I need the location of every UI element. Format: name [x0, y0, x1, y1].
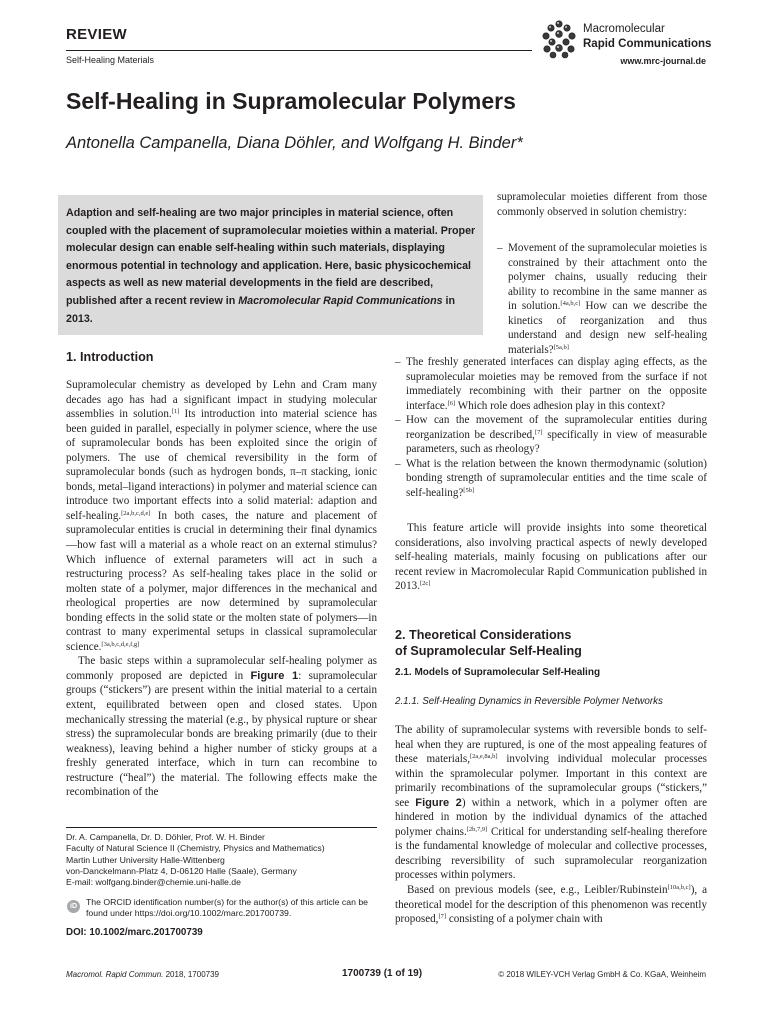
question-3-text-b: specifically in view of measurable parameters, such as rheology?: [406, 428, 707, 456]
affiliation-divider: [66, 827, 377, 828]
affiliation-university: Martin Luther University Halle-Wittenberg: [66, 854, 225, 865]
figure-1-link[interactable]: Figure 1: [250, 669, 299, 682]
intro-p2-text-a: The basic steps within a supramolecular self-healing polymer as commonly proposed are depicted in: [66, 655, 377, 682]
ability-text-b: involving individual molecular processes within the spramolecular polymer. Important in this context are primarily recombinations of the supramolecular groups (“stickers,” see: [395, 753, 707, 809]
question-3-text-a: How can the movement of the supramolecular entities during reorganization be described,: [406, 414, 707, 441]
citation-ref[interactable]: [10a,b,c]: [667, 884, 691, 892]
author-affiliation: [66, 832, 377, 888]
affiliation-email[interactable]: E-mail: wolfgang.binder@chemie.uni-halle.de: [66, 877, 241, 888]
citation-ref[interactable]: [2a,e,8a,b]: [469, 753, 498, 761]
citation-ref[interactable]: [1]: [171, 408, 180, 416]
abstract-text-part1: Adaption and self-healing are two major principles in material science, often coupled with the placement of supramolecular moieties within a material. Proper molecular design can enable self-healing within such materials, displaying enormous potential in technology and application. Here, basic physicochemical aspects as well as new material developments in the field are described, published after a recent review in: [66, 207, 476, 307]
intro-paragraph-1: [66, 378, 377, 654]
intro-p2-text-b: : supramolecular groups (“stickers”) are present within the initial material to a certain extent, equilibrated between open and closed states. Upon mechanically stressing the material (e.g., by physical rupture or shear stress) the supramolecular bonds are breaking primarily (due to their weakness), leaving behind a higher number of sticky groups at a freshly generated interface, which in turn can recombine to restructure (“heal”) the material. The following effects make the recombination of the: [66, 669, 377, 799]
section-2-body: [395, 723, 707, 927]
article-title: Self-Healing in Supramolecular Polymers: [66, 88, 516, 114]
intro-p1-text-b: Its introduction into material science has been guided in parallel, especially in polymer science, where the use of supramolecular bonds has been exploited since the origin of polymers. The use of chemical reversibility in the form of supramolecular bonds (such as hydrogen bonds, π–π stacking, ionic bonds, metal–ligand interactions) in polymer and material science can introduce two important effects into a solid material: adaption and self-healing.: [66, 408, 378, 522]
journal-logo-icon: [538, 18, 580, 60]
affiliation-authors: Dr. A. Campanella, Dr. D. Döhler, Prof. W. H. Binder: [66, 832, 265, 842]
affiliation-faculty: Faculty of Natural Science II (Chemistry, Physics and Mathematics): [66, 843, 325, 854]
page-number: 1700739 (1 of 19): [342, 968, 423, 979]
citation-ref[interactable]: [3a,b,c,d,e,f,g]: [101, 640, 140, 648]
question-list-item: [395, 457, 707, 501]
figure-2-link[interactable]: Figure 2: [415, 796, 462, 809]
citation-ref[interactable]: [7]: [438, 913, 447, 921]
section-2-heading: [395, 627, 582, 659]
question-2-text-b: Which role does adhesion play in this context?: [455, 399, 666, 412]
journal-name-line1: Macromolecular: [583, 23, 665, 35]
doi-link[interactable]: DOI: 10.1002/marc.201700739: [66, 927, 203, 938]
section-2-heading-line2: of Supramolecular Self-Healing: [395, 644, 582, 658]
footer-citation: [66, 970, 219, 979]
ability-text-a: The ability of supramolecular systems with reversible bonds to self-heal when they are ruptured, is one of the most appealing features of these materials,: [395, 724, 707, 766]
section-2-heading-line1: 2. Theoretical Considerations: [395, 628, 572, 642]
question-list: [395, 355, 707, 500]
citation-ref[interactable]: [4a,b,c]: [560, 300, 581, 308]
author-list: Antonella Campanella, Diana Döhler, and Wolfgang H. Binder*: [66, 134, 523, 152]
section-label: Self-Healing Materials: [66, 55, 155, 65]
copyright-notice: © 2018 WILEY-VCH Verlag GmbH & Co. KGaA, Weinheim: [498, 970, 706, 979]
question-1-text-b: How can we describe the kinetics of reorganization and thus understand and design new self-healing materials?: [508, 300, 707, 356]
citation-ref[interactable]: [2b,7,9]: [466, 825, 488, 833]
question-4-text-a: What is the relation between the known thermodynamic (solution) bonding strength of supramolecular entities and the time scale of self-healing?: [406, 457, 707, 499]
citation-ref[interactable]: [2c]: [419, 580, 431, 588]
citation-ref[interactable]: [7]: [534, 428, 543, 436]
orcid-icon: iD: [67, 900, 80, 913]
footer-journal-abbrev: Macromol. Rapid Commun.: [66, 970, 164, 979]
feature-text: This feature article will provide insights into some theoretical considerations, also involving practical aspects of newly developed self-healing materials, mainly focusing on publications after our recent review in Macromolecular Rapid Communication published in 2013.: [395, 522, 707, 593]
based-paragraph: [395, 883, 707, 927]
feature-paragraph-text: [395, 521, 707, 594]
journal-name: [583, 22, 711, 52]
ability-text-d: Critical for understanding self-healing therefore is the fundamental knowledge of molecular and collective processes, describing reversibility of such supramolecular reorganization processes within polymers.: [395, 825, 707, 882]
intro-heading: 1. Introduction: [66, 350, 154, 364]
feature-paragraph: [395, 521, 707, 594]
journal-url-link[interactable]: www.mrc-journal.de: [620, 56, 706, 66]
intro-p1-text-c: In both cases, the nature and placement of supramolecular entities is crucial in determining their final dynamics—how fast will a material as a whole react on an external stimulus? Which influence of external parameters will act in such a restructuring process? As self-healing takes place in the solid or molten state of a polymer, major differences in the mechanical and rheological properties are now determined by supramolecular bonding effects in the solid state or the molten state of polymers—in contrast to many experimental setups in classical supramolecular science.: [66, 509, 377, 653]
category-label: REVIEW: [66, 26, 127, 43]
question-list-item: [497, 241, 707, 357]
ability-paragraph: [395, 723, 707, 883]
abstract-text: [66, 205, 477, 328]
question-list-indented: [497, 241, 707, 357]
affiliation-address: von-Danckelmann-Platz 4, D-06120 Halle (Saale), Germany: [66, 865, 297, 876]
citation-ref[interactable]: [2a,b,c,d,e]: [121, 509, 151, 517]
citation-ref[interactable]: [5a,b]: [553, 343, 569, 351]
citation-ref[interactable]: [5b]: [463, 486, 475, 494]
based-text-b: ), a theoretical model for the description of this phenomenon was recently proposed,: [395, 884, 707, 926]
based-text-a: Based on previous models (see, e.g., Leibler/Rubinstein: [407, 884, 668, 897]
header-divider: [66, 50, 532, 51]
citation-ref[interactable]: [6]: [447, 399, 456, 407]
journal-name-line2: Rapid Communications: [583, 38, 712, 50]
orcid-note: The ORCID identification number(s) for the author(s) of this article can be found under https://doi.org/10.1002/marc.201700739.: [86, 897, 368, 919]
question-list-item: [395, 413, 707, 457]
intro-body: [66, 378, 377, 800]
footer-year-article: 2018, 1700739: [163, 970, 219, 979]
section-2-1-1-heading: 2.1.1. Self-Healing Dynamics in Reversible Polymer Networks: [395, 696, 663, 707]
ability-text-c: ) within a network, which in a polymer often are hindered in motion by the individual dynamics of the attached polymer chains.: [395, 796, 707, 838]
right-col-continuation: supramolecular moieties different from those commonly observed in solution chemistry:: [497, 191, 707, 218]
intro-paragraph-2: [66, 654, 377, 799]
based-text-c: consisting of a polymer chain with: [446, 913, 603, 926]
intro-p1-text-a: Supramolecular chemistry as developed by Lehn and Cram many decades ago has had a significant impact in studying molecular assemblies in solution.: [66, 379, 377, 421]
question-1-text-a: Movement of the supramolecular moieties is constrained by their attachment onto the polymer chains, usually reducing their ability to recombine in the same manner as in solution.: [508, 242, 707, 313]
question-2-text-a: The freshly generated interfaces can display aging effects, as the supramolecular moieties may be removed from the surface if not immediately recombining with their partner on the opposite interface.: [406, 356, 707, 412]
abstract-journal-name: Macromolecular Rapid Communications: [238, 294, 443, 307]
abstract-text-part2: in 2013.: [66, 294, 456, 325]
question-list-item: [395, 355, 707, 413]
section-2-1-heading: 2.1. Models of Supramolecular Self-Healing: [395, 667, 601, 678]
